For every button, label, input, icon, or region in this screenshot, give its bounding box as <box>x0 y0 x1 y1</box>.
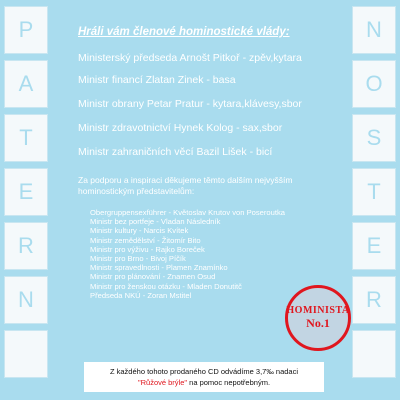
charity-line-2 <box>90 377 318 388</box>
letter: S <box>366 125 382 150</box>
left-letter-column <box>0 0 54 400</box>
blank-tile <box>4 330 48 378</box>
member-line: Ministr financí Zlatan Zinek - basa <box>78 74 236 86</box>
stamp-text-top: HOMINISTA <box>286 305 350 316</box>
charity-notice-box <box>84 362 324 392</box>
member-line: Ministr obrany Petar Pratur - kytara,klávesy,sbor <box>78 98 302 110</box>
charity-foundation-name: "Růžové brýle" <box>137 378 188 387</box>
stamp-text-bottom: No.1 <box>306 316 330 330</box>
support-thanks-text: Za podporu a inspiraci děkujeme těmto dalším nejvyšším hominostickým představitelům: <box>78 175 293 196</box>
credits-heading: Hráli vám členové hominostické vlády: <box>78 26 290 38</box>
letter: N <box>366 17 382 42</box>
letter: N <box>18 287 34 312</box>
letter: O <box>365 71 383 96</box>
letter: A <box>18 71 34 96</box>
official-line: Ministr pro Brno - Bivoj Píčík <box>90 254 186 264</box>
letter-tile <box>4 6 48 54</box>
right-letter-column <box>346 0 400 400</box>
letter-tile <box>4 168 48 216</box>
official-line: Ministr pro výživu - Rajko Boreček <box>90 244 205 254</box>
letter: E <box>366 233 382 258</box>
letter: T <box>19 125 33 150</box>
member-line: Ministr zahraničních věcí Bazil Lišek - bicí <box>78 146 273 158</box>
letter-tile <box>352 276 396 324</box>
letter-tile <box>352 114 396 162</box>
official-line: Obergruppensexführer - Květoslav Krutov von Poseroutka <box>90 208 286 217</box>
letter-tile <box>352 6 396 54</box>
hominista-stamp <box>285 285 351 351</box>
letter-tile <box>4 222 48 270</box>
letter: R <box>18 233 34 258</box>
official-line: Ministr pro plánování - Znamen Osud <box>90 272 216 282</box>
official-line: Ministr pro ženskou otázku - Mladen Donutitč <box>90 281 242 291</box>
letter: P <box>18 17 34 42</box>
official-line: Ministr bez portfeje - Vladan Následník <box>90 217 221 227</box>
letter-tile <box>4 60 48 108</box>
letter-tile <box>4 276 48 324</box>
letter: T <box>367 179 381 204</box>
officials-list <box>90 208 285 300</box>
member-line: Ministr zdravotnictví Hynek Kolog - sax,sbor <box>78 122 283 134</box>
letter-tile <box>352 60 396 108</box>
letter-tile <box>4 114 48 162</box>
official-line: Ministr spravedlnosti - Plamen Znamínko <box>90 263 228 273</box>
official-line: Předseda NKÚ - Zoran Mstitel <box>90 290 192 300</box>
letter-tile <box>352 168 396 216</box>
member-line: Ministerský předseda Arnošt Pitkoř - zpěv,kytara <box>78 52 302 64</box>
letter: R <box>366 287 382 312</box>
official-line: Ministr zemědělství - Žitomír Bito <box>90 235 201 245</box>
blank-tile <box>352 330 396 378</box>
charity-line-2-rest: na pomoc nepotřebným. <box>187 378 271 387</box>
letter: E <box>18 179 34 204</box>
credits-panel <box>62 0 350 400</box>
official-line: Ministr kultury - Narcis Kvítek <box>90 226 189 236</box>
letter-tile <box>352 222 396 270</box>
charity-line-1: Z každého tohoto prodaného CD odvádíme 3,7‰ nadaci <box>109 367 299 376</box>
